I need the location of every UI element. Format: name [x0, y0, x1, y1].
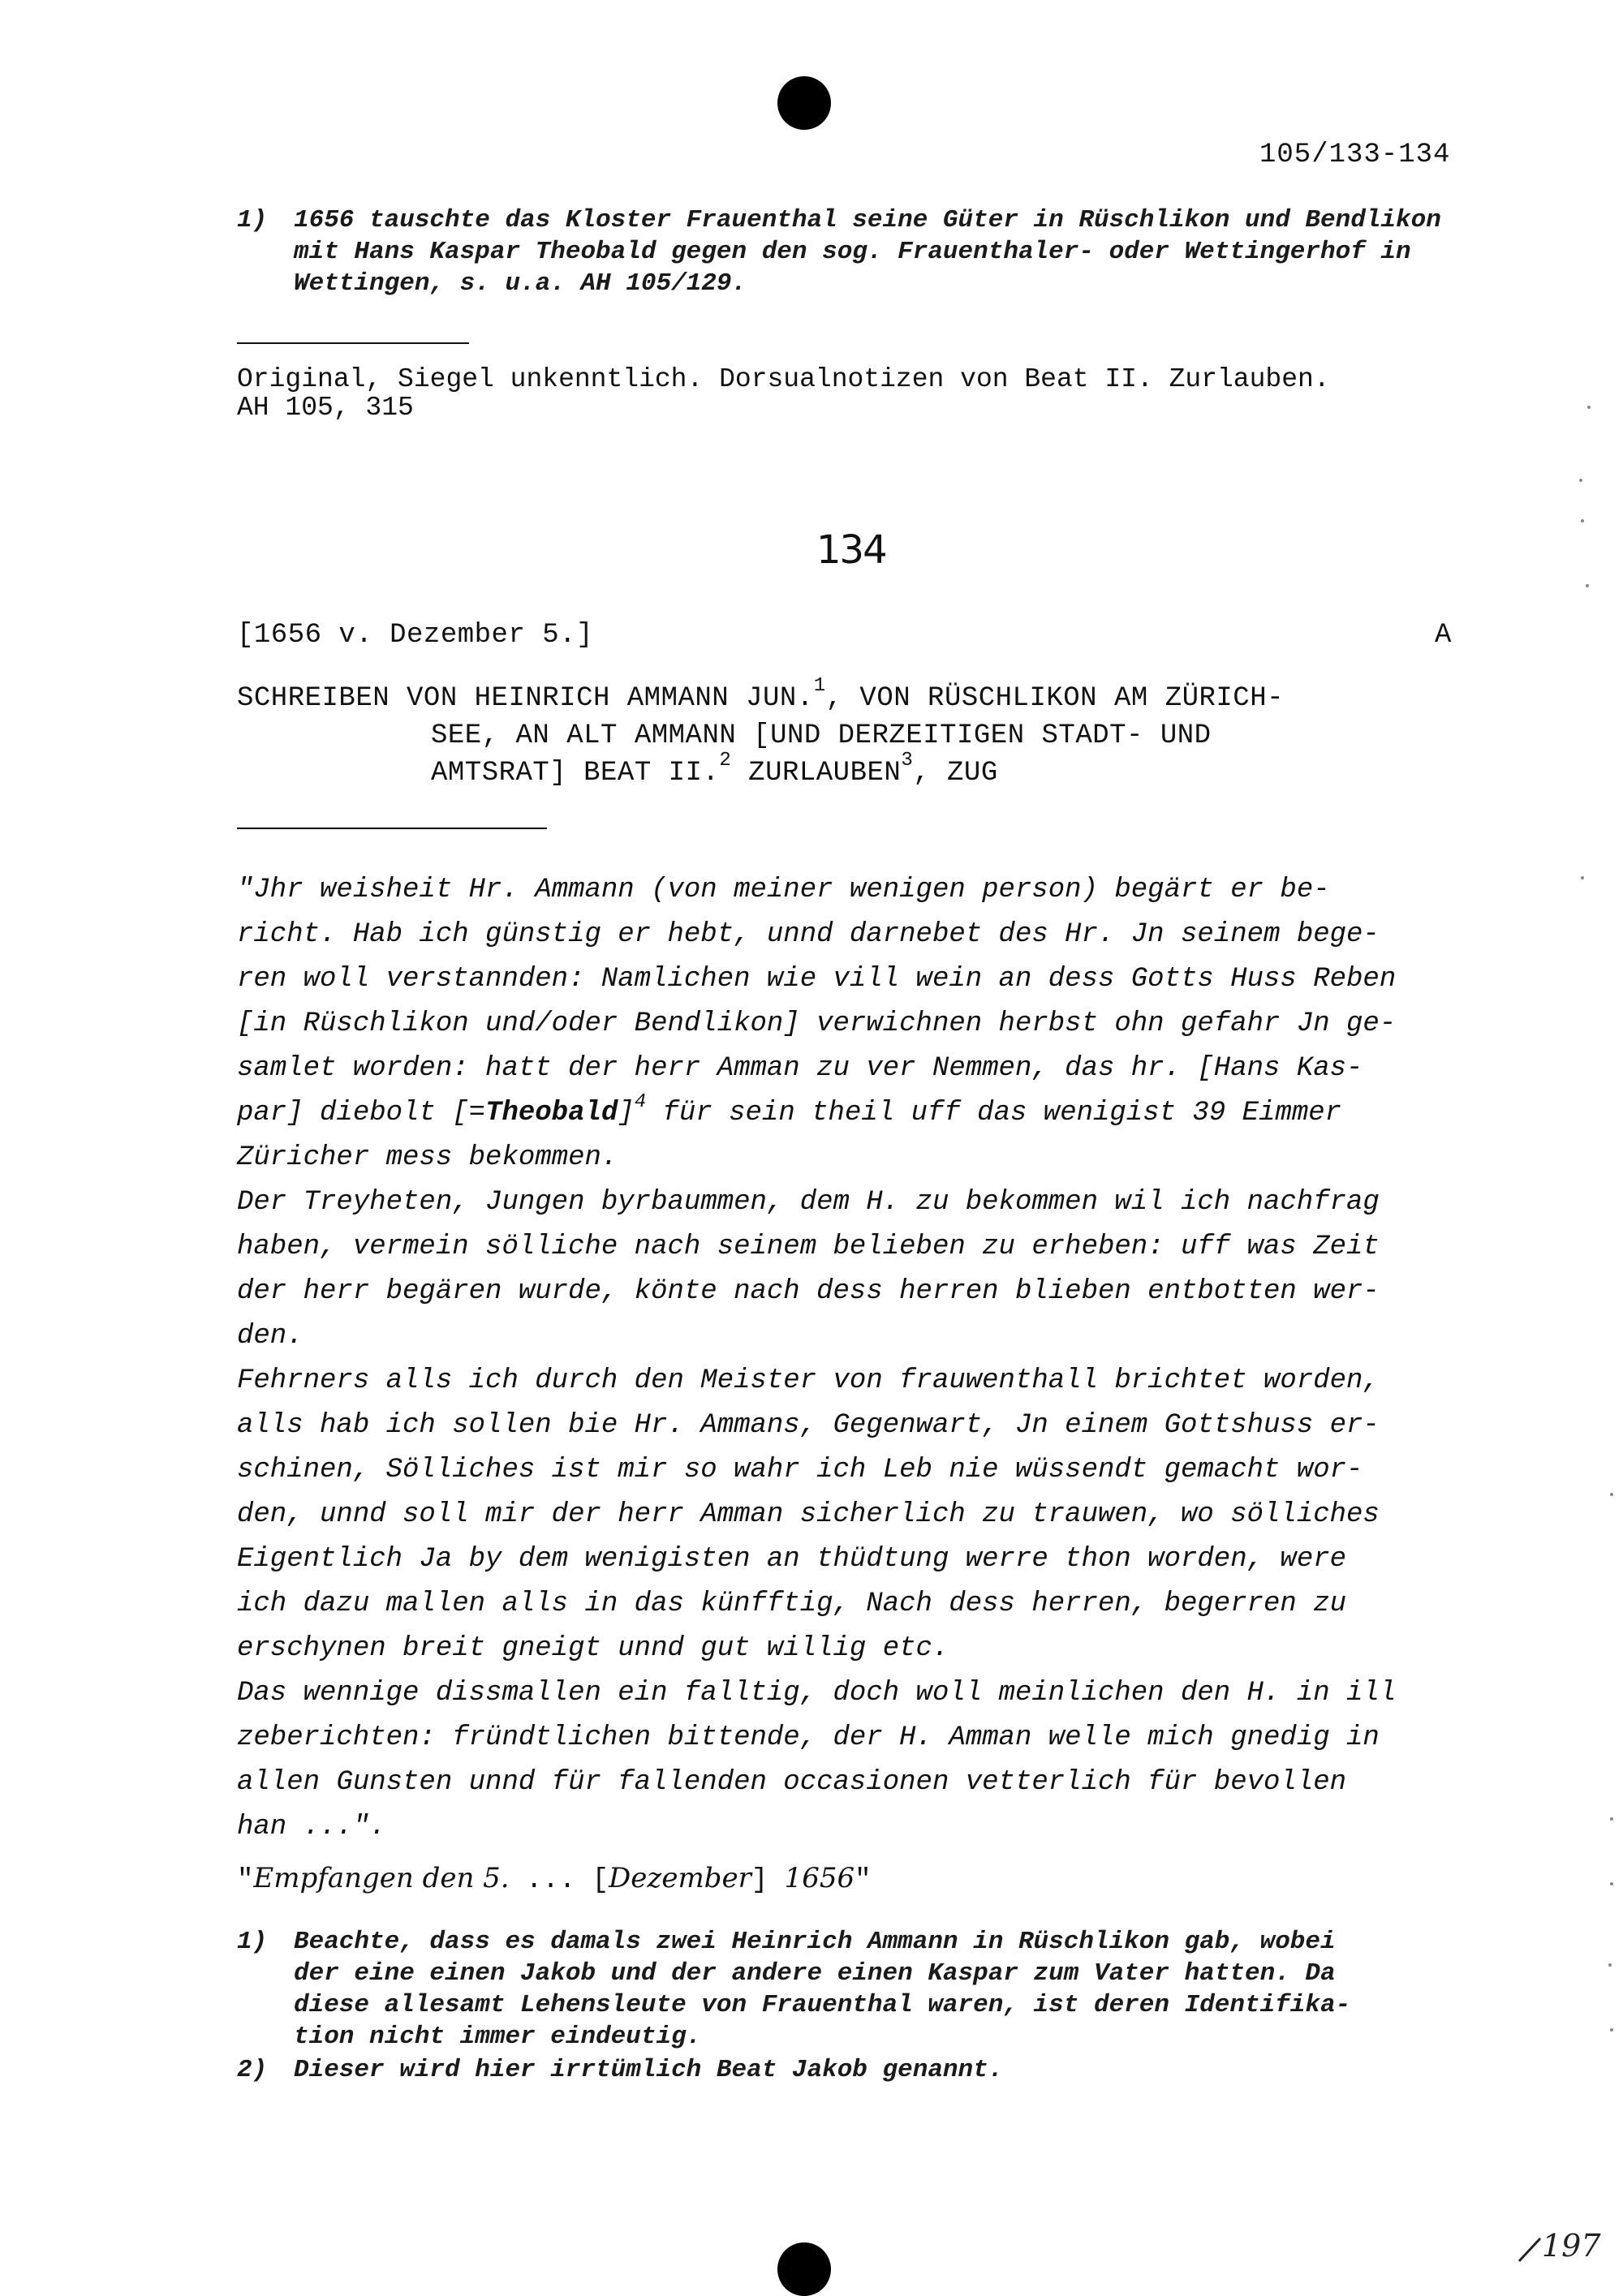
received-handwritten-3: 1656	[784, 1862, 855, 1894]
footnote-1-line: Beachte, dass es damals zwei Heinrich Ammann in Rüschlikon gab, wobei	[294, 1928, 1336, 1956]
body-line: samlet worden: hatt der herr Amman zu ver Nemmen, das hr. [Hans Kas-	[237, 1053, 1363, 1084]
top-footnote-text: 1656 tauschte das Kloster Frauenthal seine Güter in Rüschlikon und Bendlikon mit Hans Kaspar Theobald gegen den sog. Frauenthaler- oder Wettingerhof in Wettingen, s. u.a. AH 105/129.	[294, 206, 1441, 298]
body-line: Züricher mess bekommen.	[237, 1142, 618, 1173]
margin-speck	[1579, 479, 1582, 482]
date-letter: A	[1435, 620, 1452, 651]
footnote-ref-1: 1	[813, 675, 826, 697]
received-handwritten-2: Dezember	[609, 1862, 751, 1894]
body-line: den, unnd soll mir der herr Amman sicherlich zu trauwen, wo sölliches	[237, 1499, 1380, 1530]
body-line: par] diebolt [=Theobald]$^4$ für sein theil uff das wenigist 39 Eimmer	[237, 1091, 1342, 1129]
margin-speck	[1587, 406, 1591, 409]
top-footnote-number: 1)	[237, 206, 268, 234]
body-line: han ...".	[237, 1812, 386, 1842]
received-handwritten-1: Empfangen den 5.	[253, 1862, 510, 1894]
body-line: haben, vermein sölliche nach seinem belieben zu erheben: uff was Zeit	[237, 1232, 1380, 1262]
body-line: ren woll verstannden: Namlichen wie vill wein an dess Gotts Huss Reben	[237, 964, 1397, 995]
footnote-ref-3: 3	[901, 750, 914, 772]
body-line: "Jhr weisheit Hr. Ammann (von meiner wenigen person) begärt er be-	[237, 875, 1330, 905]
heading-line-2: SEE, AN ALT AMMANN [UND DERZEITIGEN STADT- UND	[431, 720, 1212, 751]
body-line: allen Gunsten unnd für fallenden occasionen vetterlich für bevollen	[237, 1767, 1347, 1798]
footnote-1-line: tion nicht immer eindeutig.	[294, 2023, 702, 2051]
received-note: "Empfangen den 5. ... [Dezember] 1656"	[237, 1862, 872, 1896]
heading-line-1: SCHREIBEN VON HEINRICH AMMANN JUN.$^1$, VON RÜSCHLIKON AM ZÜRICH-	[237, 675, 1285, 714]
body-line: alls hab ich sollen bie Hr. Ammans, Gegenwart, Jn einem Gottshuss er-	[237, 1410, 1380, 1441]
footnote-1-line: der eine einen Jakob und der andere einen Kaspar zum Vater hatten. Da	[294, 1959, 1336, 1988]
footnote-1-line: diese allesamt Lehensleute von Frauenthal waren, ist deren Identifika-	[294, 1991, 1351, 2019]
date-line: [1656 v. Dezember 5.]	[237, 620, 593, 651]
footnote-2-line: Dieser wird hier irrtümlich Beat Jakob genannt.	[294, 2056, 1004, 2084]
heading-line-3: AMTSRAT] BEAT II.$^2$ ZURLAUBEN$^3$, ZUG	[431, 750, 998, 789]
margin-speck	[1610, 1882, 1613, 1885]
original-note	[237, 363, 1535, 424]
footnote-2	[237, 2054, 1503, 2086]
margin-speck	[1610, 2028, 1613, 2032]
body-line: zeberichten: fründtlichen bittende, der H. Amman welle mich gnedig in	[237, 1722, 1380, 1753]
body-line: erschynen breit gneigt unnd gut willig etc.	[237, 1633, 949, 1664]
footnote-ref-2: 2	[719, 750, 732, 772]
footnote-1-number: 1)	[237, 1928, 268, 1956]
body-line: Fehrners alls ich durch den Meister von frauwenthall brichtet worden,	[237, 1365, 1380, 1396]
top-footnote	[237, 204, 1487, 299]
margin-speck	[1610, 1493, 1613, 1496]
original-note-line-1: Original, Siegel unkenntlich. Dorsualnotizen von Beat II. Zurlauben.	[237, 364, 1330, 394]
page-reference: 105/133-134	[1259, 140, 1451, 170]
margin-speck	[1581, 876, 1584, 879]
handwritten-page-mark: 197	[1518, 2228, 1601, 2264]
margin-speck	[1581, 519, 1584, 522]
body-line: Eigentlich Ja by dem wenigisten an thüdtung werre thon worden, were	[237, 1544, 1347, 1575]
body-line: [in Rüschlikon und/oder Bendlikon] verwichnen herbst ohn gefahr Jn ge-	[237, 1008, 1397, 1039]
page-mark-slash-icon	[1518, 2235, 1542, 2263]
divider-rule-2	[237, 828, 547, 829]
body-line: schinen, Sölliches ist mir so wahr ich Leb nie wüssendt gemacht wor-	[237, 1455, 1363, 1486]
body-line: Das wennige dissmallen ein falltig, doch woll meinlichen den H. in ill	[237, 1678, 1397, 1709]
body-line: ich dazu mallen alls in das künfftig, Nach dess herren, begerren zu	[237, 1589, 1347, 1619]
body-line: den.	[237, 1321, 304, 1352]
body-line: Der Treyheten, Jungen byrbaummen, dem H. zu bekommen wil ich nachfrag	[237, 1187, 1380, 1218]
punch-hole-bottom	[777, 2242, 831, 2296]
divider-rule-1	[237, 342, 469, 344]
footnote-1	[237, 1926, 1503, 2053]
document-heading	[237, 675, 1503, 792]
document-number: 134	[816, 527, 886, 573]
footnote-2-number: 2)	[237, 2056, 268, 2084]
bold-name: Theobald	[485, 1098, 618, 1129]
margin-speck	[1610, 1817, 1613, 1821]
letter-body	[237, 868, 1503, 1850]
margin-speck	[1608, 1963, 1612, 1967]
body-line: der herr begären wurde, könte nach dess herren blieben entbotten wer-	[237, 1276, 1380, 1307]
footnote-ref-4: 4	[634, 1091, 647, 1113]
body-line: richt. Hab ich günstig er hebt, unnd darnebet des Hr. Jn seinem bege-	[237, 919, 1380, 950]
original-note-line-2: AH 105, 315	[237, 393, 414, 423]
punch-hole-top	[777, 76, 831, 130]
margin-speck	[1586, 584, 1589, 587]
